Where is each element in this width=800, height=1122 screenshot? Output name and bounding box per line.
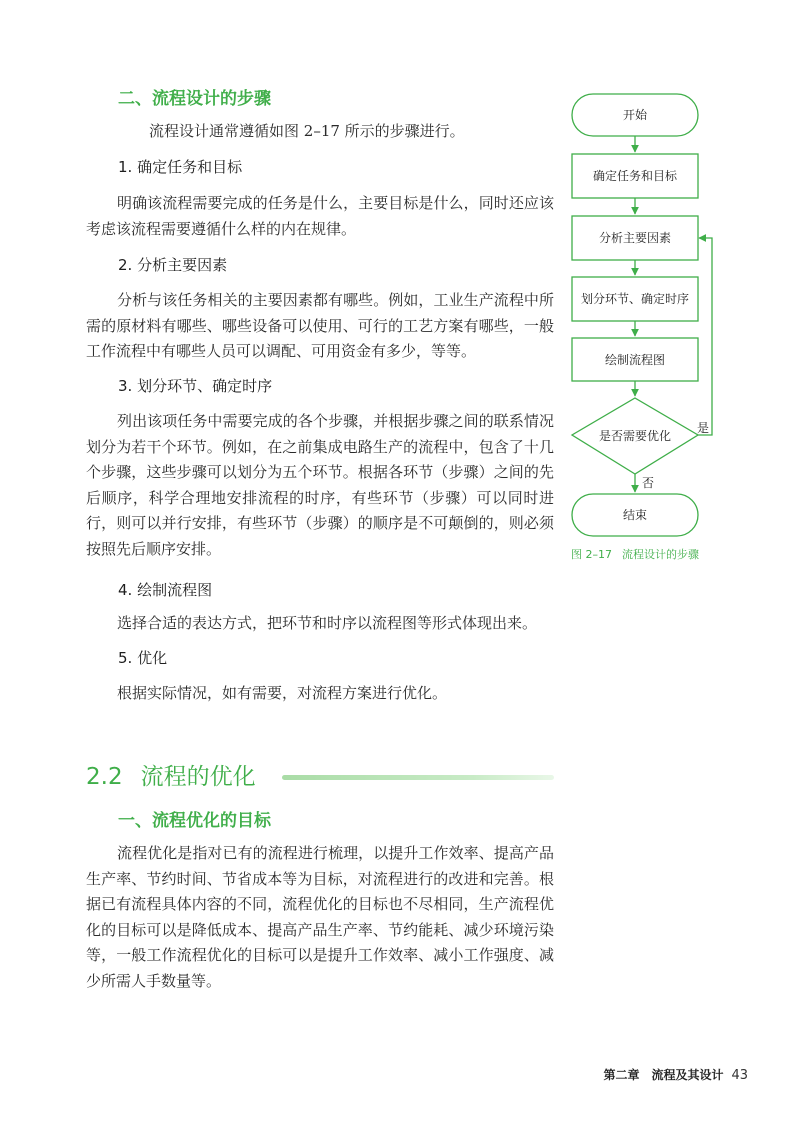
flow-node-analyze [572, 216, 698, 260]
figure-caption-title: 流程设计的步骤 [622, 548, 699, 561]
section-heading-optimization-goals: 一、流程优化的目标 [118, 811, 271, 831]
flow-node-draw [572, 338, 698, 381]
chapter-heading [86, 758, 256, 791]
page-number: 43 [731, 1068, 748, 1083]
step-1-body: 明确该流程需要完成的任务是什么，主要目标是什么，同时还应该考虑该流程需要遵循什么样的内在规律。 [86, 194, 554, 238]
flow-node-define-label: 确定任务和目标 [592, 169, 678, 183]
section-heading-design-steps: 二、流程设计的步骤 [118, 89, 271, 109]
step-5-body: 根据实际情况，如有需要，对流程方案进行优化。 [117, 684, 448, 702]
intro-paragraph: 流程设计通常遵循如图 2–17 所示的步骤进行。 [149, 122, 465, 140]
arrow-decision-loop-back [698, 238, 712, 435]
chapter-number: 2.2 [86, 764, 123, 790]
flow-no-label: 否 [642, 476, 655, 490]
flow-node-define [572, 154, 698, 198]
flow-node-draw-label: 绘制流程图 [604, 353, 666, 367]
optimization-goals-body: 流程优化是指对已有的流程进行梳理，以提升工作效率、提高产品生产率、节约时间、节省成本等为目标，对流程进行的改进和完善。根据已有流程具体内容的不同，流程优化的目标也不尽相同，生产流程优化的目标可以是降低成本、提高产品生产率、节约能耗、减少环境污染等，一般工作流程优化的目标可以是提升工作效率、减小工作强度、减少所需人手数量等。 [86, 844, 554, 990]
flow-node-end [572, 494, 698, 536]
page-footer [603, 1066, 748, 1083]
flow-node-decision-label: 是否需要优化 [598, 429, 672, 443]
chapter-heading-rule [282, 775, 554, 780]
step-2-title: 2. 分析主要因素 [118, 256, 228, 274]
footer-chapter-label: 第二章 流程及其设计 [603, 1068, 724, 1082]
chapter-title: 流程的优化 [140, 764, 256, 790]
step-4-title: 4. 绘制流程图 [118, 581, 213, 599]
flow-node-decision [572, 398, 698, 474]
flow-node-start [572, 94, 698, 136]
step-4-body: 选择合适的表达方式，把环节和时序以流程图等形式体现出来。 [117, 614, 538, 632]
flowchart-design-steps [560, 88, 760, 544]
figure-caption-number: 图 2–17 [571, 548, 612, 561]
step-5-title: 5. 优化 [118, 649, 168, 667]
flow-node-analyze-label: 分析主要因素 [598, 231, 672, 245]
flow-yes-label: 是 [697, 421, 710, 435]
flow-node-divide-label: 划分环节、确定时序 [580, 292, 690, 306]
step-2-body: 分析与该任务相关的主要因素都有哪些。例如，工业生产流程中所需的原材料有哪些、哪些设备可以使用、可行的工艺方案有哪些，一般工作流程中有哪些人员可以调配、可用资金有多少，等等。 [86, 291, 554, 360]
flow-node-end-label: 结束 [622, 508, 648, 522]
flow-node-start-label: 开始 [622, 108, 648, 122]
step-3-body: 列出该项任务中需要完成的各个步骤，并根据步骤之间的联系情况划分为若干个环节。例如，在之前集成电路生产的流程中，包含了十几个步骤，这些步骤可以划分为五个环节。根据各环节（步骤）之间的先后顺序，科学合理地安排流程的时序，有些环节（步骤）可以同时进行，则可以并行安排，有些环节（步骤）的顺序是不可颠倒的，则必须按照先后顺序安排。 [86, 412, 554, 558]
step-3-title: 3. 划分环节、确定时序 [118, 377, 273, 395]
figure-caption [571, 546, 699, 562]
step-1-title: 1. 确定任务和目标 [118, 158, 243, 176]
flow-node-divide [572, 277, 698, 321]
